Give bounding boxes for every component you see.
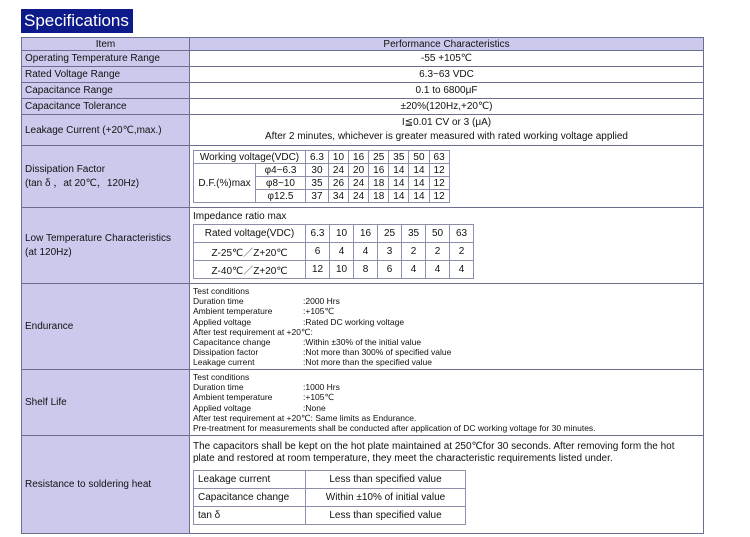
df-voltage: 63 (429, 151, 449, 164)
lt-value: 4 (354, 243, 378, 261)
requirement-key: Dissipation factor (193, 347, 259, 358)
endurance-cell (190, 284, 704, 370)
soldering-row (22, 436, 704, 534)
condition-key: Applied voltage (193, 402, 252, 413)
df-size: φ8~10 (256, 177, 306, 190)
condition-value: :2000 Hrs (303, 296, 340, 307)
row-value: ±20%(120Hz,+20℃) (190, 99, 704, 115)
dissipation-title: Dissipation Factor (25, 163, 106, 175)
shelf-test-conditions: Test conditions (193, 372, 250, 382)
df-value: 12 (429, 177, 449, 190)
lt-header-row (194, 225, 474, 243)
df-voltage: 10 (328, 151, 348, 164)
low-temp-title: Low Temperature Characteristics (25, 232, 171, 244)
sd-label: Leakage current (194, 471, 306, 489)
sd-row (194, 489, 466, 507)
df-value: 20 (349, 164, 369, 177)
lt-voltage: 63 (450, 225, 474, 243)
leakage-label: Leakage Current (+20℃,max.) (22, 115, 190, 146)
condition-line (193, 306, 703, 316)
requirement-line (193, 357, 703, 367)
condition-key: Duration time (193, 296, 244, 307)
leakage-note: After 2 minutes, whichever is greater measured with rated working voltage applied (265, 131, 628, 142)
impedance-table (193, 224, 474, 279)
condition-value: :None (303, 402, 326, 413)
condition-key: Duration time (193, 382, 244, 393)
endurance-label: Endurance (22, 284, 190, 370)
df-row (194, 164, 450, 177)
df-voltage: 16 (349, 151, 369, 164)
df-value: 14 (389, 177, 409, 190)
lt-voltage: 50 (426, 225, 450, 243)
row-label: Rated Voltage Range (22, 67, 190, 83)
soldering-description: The capacitors shall be kept on the hot plate maintained at 250℃for 30 seconds. After removing form the hot plate and restored at room temperature, they meet the characteristic requirements listed under. (193, 441, 675, 464)
condition-value: :+105℃ (303, 392, 335, 403)
df-value: 14 (389, 164, 409, 177)
df-voltage: 6.3 (306, 151, 329, 164)
lt-value: 2 (426, 243, 450, 261)
df-header-row (194, 151, 450, 164)
sd-label: Capacitance change (194, 489, 306, 507)
endurance-row (22, 284, 704, 370)
condition-line (193, 382, 703, 392)
low-temp-cell (190, 208, 704, 284)
lt-value: 4 (402, 261, 426, 279)
df-value: 24 (349, 190, 369, 203)
df-value: 18 (369, 177, 389, 190)
df-value: 24 (328, 164, 348, 177)
lt-label: Z-25℃／Z+20℃ (194, 243, 306, 261)
condition-line (193, 296, 703, 306)
soldering-label: Resistance to soldering heat (22, 436, 190, 534)
df-label: D.F.(%)max (194, 164, 256, 203)
df-value: 30 (306, 164, 329, 177)
dissipation-label (22, 146, 190, 208)
low-temp-row (22, 208, 704, 284)
df-value: 34 (328, 190, 348, 203)
lt-value: 3 (378, 243, 402, 261)
lt-row (194, 243, 474, 261)
leakage-row (22, 115, 704, 146)
table-row (22, 99, 704, 115)
condition-value: :+105℃ (303, 306, 335, 317)
lt-voltage: 25 (378, 225, 402, 243)
row-label: Capacitance Tolerance (22, 99, 190, 115)
shelf-after-test: After test requirement at +20℃: Same limits as Endurance. (193, 412, 417, 423)
condition-key: Applied voltage (193, 316, 252, 327)
endurance-test-conditions: Test conditions (193, 286, 250, 296)
df-size: φ12.5 (256, 190, 306, 203)
lt-row (194, 261, 474, 279)
sd-value: Within ±10% of initial value (306, 489, 466, 507)
df-value: 24 (349, 177, 369, 190)
lt-value: 12 (306, 261, 330, 279)
dissipation-cell (190, 146, 704, 208)
requirement-line (193, 347, 703, 357)
df-value: 14 (409, 177, 429, 190)
endurance-after-test: After test requirement at +20℃: (193, 326, 313, 337)
df-header-label: Working voltage(VDC) (194, 151, 306, 164)
lt-value: 10 (330, 261, 354, 279)
df-voltage: 50 (409, 151, 429, 164)
soldering-table (193, 470, 466, 525)
lt-label: Z-40℃／Z+20℃ (194, 261, 306, 279)
lt-voltage: 6.3 (306, 225, 330, 243)
dissipation-subtitle: (tan δ ，at 20℃，120Hz) (25, 177, 140, 189)
lt-value: 6 (306, 243, 330, 261)
dissipation-table (193, 150, 450, 203)
condition-line (193, 392, 703, 402)
df-value: 35 (306, 177, 329, 190)
lt-value: 2 (402, 243, 426, 261)
row-label: Capacitance Range (22, 83, 190, 99)
title-wrap (21, 9, 133, 33)
header-row (22, 38, 704, 51)
sd-row (194, 471, 466, 489)
shelf-life-cell (190, 370, 704, 436)
low-temp-caption: Impedance ratio max (193, 211, 287, 222)
condition-line (193, 317, 703, 327)
lt-value: 6 (378, 261, 402, 279)
requirement-key: Capacitance change (193, 337, 271, 348)
lt-value: 8 (354, 261, 378, 279)
shelf-life-label: Shelf Life (22, 370, 190, 436)
lt-value: 4 (450, 261, 474, 279)
sd-label: tan δ (194, 507, 306, 525)
df-voltage: 35 (389, 151, 409, 164)
row-value: 0.1 to 6800μF (190, 83, 704, 99)
row-value: 6.3~63 VDC (190, 67, 704, 83)
lt-voltage: 35 (402, 225, 426, 243)
low-temp-label (22, 208, 190, 284)
condition-value: :Rated DC working voltage (303, 316, 405, 327)
shelf-pretreatment: Pre-treatment for measurements shall be conducted after application of DC working voltage for 30 minutes. (193, 423, 596, 434)
df-value: 12 (429, 190, 449, 203)
df-value: 12 (429, 164, 449, 177)
header-item: Item (22, 38, 190, 51)
page-title: Specifications (21, 9, 133, 33)
leakage-formula: I≦0.01 CV or 3 (μA) (401, 117, 492, 128)
row-value: -55 +105℃ (190, 51, 704, 67)
df-value: 26 (328, 177, 348, 190)
table-row (22, 83, 704, 99)
dissipation-row (22, 146, 704, 208)
row-label: Operating Temperature Range (22, 51, 190, 67)
requirement-value: :Within ±30% of the initial value (303, 337, 422, 348)
soldering-cell (190, 436, 704, 534)
sd-value: Less than specified value (306, 507, 466, 525)
sd-value: Less than specified value (306, 471, 466, 489)
lt-value: 4 (426, 261, 450, 279)
lt-header-label: Rated voltage(VDC) (194, 225, 306, 243)
table-row (22, 67, 704, 83)
lt-voltage: 16 (354, 225, 378, 243)
df-voltage: 25 (369, 151, 389, 164)
requirement-key: Leakage current (193, 357, 255, 368)
df-value: 14 (409, 190, 429, 203)
lt-value: 4 (330, 243, 354, 261)
df-value: 14 (409, 164, 429, 177)
requirement-value: :Not more than the specified value (303, 357, 432, 368)
table-row (22, 51, 704, 67)
low-temp-subtitle: (at 120Hz) (25, 246, 72, 258)
lt-value: 2 (450, 243, 474, 261)
requirement-line (193, 337, 703, 347)
condition-line (193, 403, 703, 413)
header-performance: Performance Characteristics (190, 38, 704, 51)
specifications-table (21, 37, 704, 534)
df-value: 14 (389, 190, 409, 203)
condition-key: Ambient temperature (193, 306, 273, 317)
df-size: φ4~6.3 (256, 164, 306, 177)
leakage-value (190, 115, 704, 146)
sd-row (194, 507, 466, 525)
df-value: 37 (306, 190, 329, 203)
df-value: 16 (369, 164, 389, 177)
lt-voltage: 10 (330, 225, 354, 243)
requirement-value: :Not more than 300% of specified value (303, 347, 452, 358)
condition-value: :1000 Hrs (303, 382, 340, 393)
df-value: 18 (369, 190, 389, 203)
condition-key: Ambient temperature (193, 392, 273, 403)
shelf-life-row (22, 370, 704, 436)
